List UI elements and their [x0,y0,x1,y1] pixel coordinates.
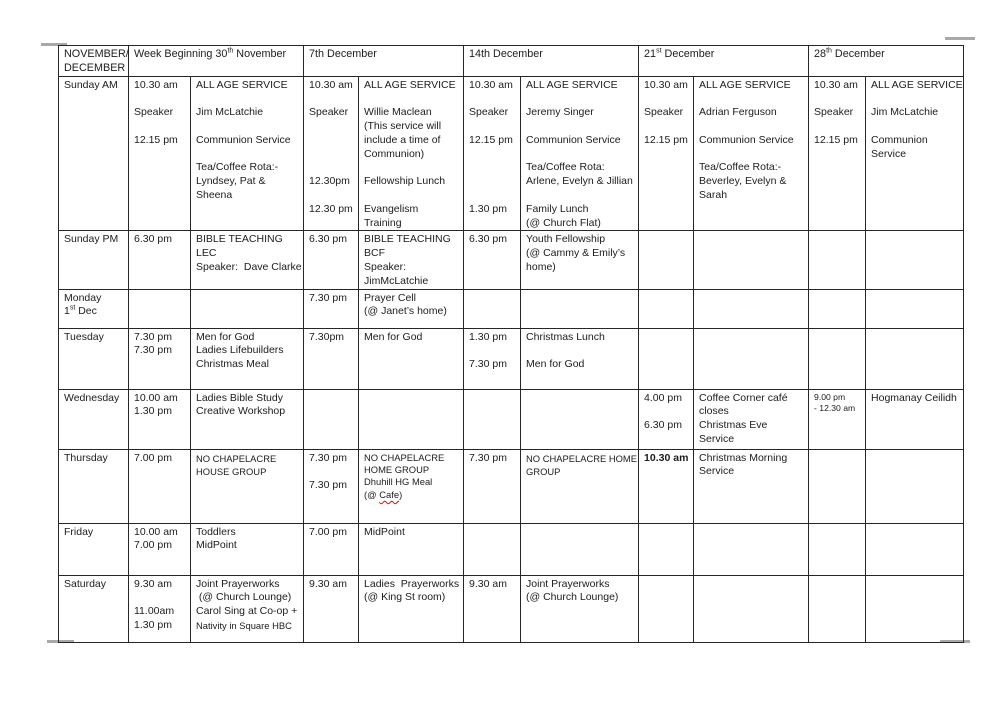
text-line [364,161,461,175]
text-line [814,92,863,106]
text-line: 11.00am [134,605,175,618]
text-line: Jim McLatchie [871,106,939,119]
row-saturday [59,575,964,642]
text-line: Communion [871,133,928,146]
text-line: HOUSE GROUP [196,466,267,478]
text-line: 7.30 pm [134,344,172,357]
text-line: MidPoint [196,539,237,552]
event-week2-cell-sunday-am [359,76,464,231]
text-line: 9.30 am [134,577,172,590]
header-week4 [639,46,809,77]
text-line: 10.30 am [644,451,689,464]
text-line: Men for God [196,330,255,343]
time-week1-cell-thursday [129,449,191,523]
time-week5-cell-tuesday [809,328,866,389]
text-line: include a time of [364,133,441,146]
text-line: 12.15 pm [134,133,178,146]
time-week5-cell-monday [809,289,866,328]
text-line: 28th December [814,47,885,60]
text-line: Christmas Eve [699,419,768,432]
time-week2-cell-thursday [304,449,359,523]
row-label-cell-sunday-am [59,76,129,231]
text-line: Speaker [309,106,349,119]
event-week4-cell-sunday-pm [694,231,809,289]
text-line: ALL AGE SERVICE [699,78,791,91]
event-week5-cell-wednesday [866,389,964,449]
text-line [871,92,961,106]
time-week2-cell-saturday [304,575,359,642]
text-line: home) [526,260,556,273]
text-line [644,92,691,106]
event-week1-cell-wednesday [191,389,304,449]
text-line [134,92,188,106]
row-friday [59,523,964,575]
text-line: Ladies Bible Study [196,391,283,404]
text-line: Christmas Morning [699,451,788,464]
text-line: 7.30 pm [134,330,172,343]
text-line: Hogmanay Ceilidh [871,391,957,404]
header-week2 [304,46,464,77]
text-line: Jeremy Singer [526,106,594,119]
text-line: Arlene, Evelyn & Jillian [526,175,633,188]
text-line [196,92,301,106]
text-line: 1.30 pm [134,405,172,418]
text-line: Tuesday [64,330,104,343]
text-line: 6.30 pm [309,233,347,246]
event-week3-cell-monday [521,289,639,328]
text-line: Dhuhill HG Meal [364,476,433,488]
text-line: ALL AGE SERVICE [526,78,618,91]
row-tuesday [59,328,964,389]
text-line: Fellowship Lunch [364,175,446,188]
event-week1-cell-thursday [191,449,304,523]
row-label-cell-tuesday [59,328,129,389]
event-week4-cell-thursday [694,449,809,523]
text-line: 9.00 pm [814,391,846,402]
row-wednesday [59,389,964,449]
text-line: BCF [364,247,386,260]
text-line: 12.15 pm [814,133,858,146]
text-line: 9.30 am [309,577,347,590]
header-week3 [464,46,639,77]
row-thursday [59,449,964,523]
header-week5 [809,46,964,77]
text-line: 12.30 pm [309,202,353,215]
time-week3-cell-sunday-pm [464,231,521,289]
time-week4-cell-saturday [639,575,694,642]
text-line: Creative Workshop [196,405,286,418]
row-label-cell-sunday-pm [59,231,129,289]
text-line: Coffee Corner café [699,391,788,404]
text-line: ALL AGE SERVICE [871,78,963,91]
time-week3-cell-saturday [464,575,521,642]
text-line [526,92,636,106]
time-week1-cell-wednesday [129,389,191,449]
text-line [871,120,961,134]
text-line: 7.30 pm [309,291,347,304]
event-week1-cell-tuesday [191,328,304,389]
time-week3-cell-sunday-am [464,76,521,231]
text-line: 4.00 pm [644,391,682,404]
text-line [699,120,806,134]
text-line [309,120,356,134]
text-line: Tea/Coffee Rota: [526,161,605,174]
text-line: Men for God [364,330,423,343]
text-line: 10.30 am [469,78,513,91]
text-line: 10.30 am [134,78,178,91]
text-line: BIBLE TEACHING [364,233,451,246]
time-week3-cell-monday [464,289,521,328]
text-line: ALL AGE SERVICE [364,78,456,91]
text-line [364,189,461,203]
text-line: closes [699,405,729,418]
text-line: 1.30 pm [469,202,507,215]
event-week1-cell-sunday-pm [191,231,304,289]
text-line: Ladies Prayerworks [364,577,460,590]
schedule-table [58,45,964,643]
event-week1-cell-sunday-am [191,76,304,231]
event-week2-cell-tuesday [359,328,464,389]
header-row [59,46,964,77]
row-label-cell-monday [59,289,129,328]
text-line: Training [364,216,402,229]
event-week4-cell-saturday [694,575,809,642]
event-week2-cell-saturday [359,575,464,642]
text-line: Jim McLatchie [196,106,264,119]
text-line: (@ Church Lounge) [526,591,619,604]
text-line [644,405,691,419]
text-line: 21st December [644,47,715,60]
event-week5-cell-monday [866,289,964,328]
text-line [134,120,188,134]
text-line: MidPoint [364,525,405,538]
event-week3-cell-sunday-pm [521,231,639,289]
text-line: 10.30 am [309,78,353,91]
text-line: Speaker [644,106,684,119]
time-week2-cell-wednesday [304,389,359,449]
event-week5-cell-saturday [866,575,964,642]
text-line: Communion Service [196,133,291,146]
text-line: DECEMBER [64,61,126,74]
event-week1-cell-saturday [191,575,304,642]
text-line: Nativity in Square HBC [196,619,292,631]
text-line: Tea/Coffee Rota:- [196,161,279,174]
text-line [309,134,356,148]
time-week4-cell-sunday-pm [639,231,694,289]
text-line: Communion Service [526,133,621,146]
time-week2-cell-sunday-am [304,76,359,231]
text-line: 1.30 pm [134,618,172,631]
text-line: (@ Church Lounge) [196,591,292,604]
text-line: Wednesday [64,391,120,404]
time-week5-cell-sunday-pm [809,231,866,289]
text-line: Friday [64,525,94,538]
text-line: Ladies Lifebuilders [196,344,284,357]
text-line [134,591,188,605]
text-line: LEC [196,247,217,260]
time-week4-cell-thursday [639,449,694,523]
event-week5-cell-sunday-am [866,76,964,231]
time-week1-cell-tuesday [129,328,191,389]
row-label-cell-friday [59,523,129,575]
event-week3-cell-sunday-am [521,76,639,231]
text-line: NO CHAPELACRE [196,452,277,464]
event-week5-cell-tuesday [866,328,964,389]
text-line: 7.30 pm [469,451,507,464]
time-week3-cell-friday [464,523,521,575]
event-week2-cell-friday [359,523,464,575]
event-week1-cell-monday [191,289,304,328]
text-line [526,344,636,358]
text-line [309,92,356,106]
text-line: Communion Service [699,133,794,146]
text-line [699,92,806,106]
time-week3-cell-wednesday [464,389,521,449]
text-line: Speaker [814,106,854,119]
text-line [309,189,356,203]
time-week1-cell-monday [129,289,191,328]
text-line: Sunday PM [64,233,119,246]
text-line: 10.30 am [644,78,688,91]
time-week1-cell-friday [129,523,191,575]
event-week3-cell-saturday [521,575,639,642]
time-week4-cell-sunday-am [639,76,694,231]
text-line: 7.00 pm [134,539,172,552]
event-week5-cell-sunday-pm [866,231,964,289]
corner-mark-top-right [945,37,975,40]
time-week1-cell-saturday [129,575,191,642]
row-sunday-pm [59,231,964,289]
text-line: NO CHAPELACRE [364,451,445,463]
event-week4-cell-friday [694,523,809,575]
text-line: Adrian Ferguson [699,106,777,119]
row-monday [59,289,964,328]
time-week3-cell-tuesday [464,328,521,389]
text-line: (@ Janet’s home) [364,305,447,318]
text-line: (@ Cafe) [364,488,403,500]
text-line: Beverley, Evelyn & [699,175,787,188]
text-line: (@ Church Flat) [526,216,601,229]
text-line: 7.00 pm [309,525,347,538]
header-month [59,46,129,77]
time-week5-cell-thursday [809,449,866,523]
text-line [469,161,518,175]
row-label-cell-saturday [59,575,129,642]
text-line [469,189,518,203]
text-line: Sunday AM [64,78,118,91]
text-line: 12.30pm [309,175,350,188]
text-line: Monday [64,291,102,304]
text-line [469,92,518,106]
text-line: NOVEMBER/ [64,48,129,60]
time-week5-cell-saturday [809,575,866,642]
row-label-cell-wednesday [59,389,129,449]
text-line: Speaker: [364,260,407,273]
text-line [644,120,691,134]
text-line: 12.15 pm [644,133,688,146]
text-line: Saturday [64,577,107,590]
text-line: Service [871,147,907,160]
text-line: Carol Sing at Co-op + [196,605,298,618]
text-line: 6.30 pm [134,233,172,246]
text-line: Speaker [134,106,174,119]
time-week2-cell-sunday-pm [304,231,359,289]
event-week1-cell-friday [191,523,304,575]
event-week2-cell-wednesday [359,389,464,449]
header-week1 [129,46,304,77]
time-week2-cell-monday [304,289,359,328]
text-line: Willie Maclean [364,106,432,119]
text-line: 10.30 am [814,78,858,91]
text-line: 7.30 pm [469,358,507,371]
text-line: Christmas Lunch [526,330,605,343]
event-week5-cell-friday [866,523,964,575]
text-line: NO CHAPELACRE HOME [526,452,637,464]
text-line: Youth Fellowship [526,233,606,246]
text-line: 7th December [309,48,377,60]
text-line: 14th December [469,48,543,60]
text-line: Family Lunch [526,202,589,215]
time-week5-cell-sunday-am [809,76,866,231]
text-line: Speaker: Dave Clarke [196,260,302,273]
text-line: 10.00 am [134,525,178,538]
text-line: Men for God [526,358,585,371]
text-line: 7.30 pm [309,451,347,464]
text-line [526,189,636,203]
text-line [469,148,518,162]
text-line: Prayer Cell [364,291,416,304]
text-line: Tea/Coffee Rota:- [699,161,782,174]
event-week5-cell-thursday [866,449,964,523]
text-line: Joint Prayerworks [196,577,280,590]
time-week1-cell-sunday-am [129,76,191,231]
text-line: Joint Prayerworks [526,577,610,590]
time-week4-cell-friday [639,523,694,575]
time-week2-cell-tuesday [304,328,359,389]
text-line: 6.30 pm [469,233,507,246]
text-line: Speaker [469,106,509,119]
text-line: 7.30pm [309,330,345,343]
text-line: Sarah [699,188,728,201]
time-week1-cell-sunday-pm [129,231,191,289]
text-line [526,120,636,134]
text-line [469,120,518,134]
text-line: 1.30 pm [469,330,507,343]
text-line: 1st Dec [64,304,97,318]
text-line [309,148,356,162]
text-line: Toddlers [196,525,236,538]
text-line: BIBLE TEACHING [196,233,283,246]
event-week3-cell-tuesday [521,328,639,389]
text-line: 7.30 pm [309,479,347,492]
text-line [526,148,636,162]
text-line: 9.30 am [469,577,507,590]
text-line: Service [699,432,735,445]
time-week4-cell-wednesday [639,389,694,449]
text-line: Thursday [64,451,108,464]
time-week4-cell-monday [639,289,694,328]
time-week5-cell-friday [809,523,866,575]
text-line: Lyndsey, Pat & [196,175,266,188]
text-line [196,148,301,162]
text-line [196,120,301,134]
text-line: 12.15 pm [469,133,513,146]
text-line [469,344,518,358]
text-line: (@ King St room) [364,591,446,604]
text-line: HOME GROUP [364,463,430,475]
event-week3-cell-wednesday [521,389,639,449]
text-line: 7.00 pm [134,451,172,464]
text-line [469,175,518,189]
text-line: Week Beginning 30th November [134,47,287,60]
time-week4-cell-tuesday [639,328,694,389]
time-week3-cell-thursday [464,449,521,523]
text-line: Communion) [364,147,425,160]
text-line: Service [699,465,735,478]
text-line: ALL AGE SERVICE [196,78,288,91]
text-line [364,92,461,106]
row-label-cell-thursday [59,449,129,523]
text-line: Sheena [196,188,233,201]
text-line [699,148,806,162]
text-line: GROUP [526,466,561,478]
time-week2-cell-friday [304,523,359,575]
text-line: - 12.30 am [814,402,856,413]
text-line: (@ Cammy & Emily’s [526,247,626,260]
text-line: Christmas Meal [196,358,269,371]
text-line: Evangelism [364,202,419,215]
event-week4-cell-monday [694,289,809,328]
text-line: 6.30 pm [644,419,682,432]
event-week2-cell-thursday [359,449,464,523]
event-week4-cell-wednesday [694,389,809,449]
event-week2-cell-monday [359,289,464,328]
event-week4-cell-sunday-am [694,76,809,231]
text-line: (This service will [364,119,442,132]
text-line [309,465,356,479]
event-week2-cell-sunday-pm [359,231,464,289]
text-line: 10.00 am [134,391,178,404]
text-line [814,120,863,134]
time-week5-cell-wednesday [809,389,866,449]
text-line: JimMcLatchie [364,274,429,287]
row-sunday-am [59,76,964,231]
text-line [309,161,356,175]
event-week4-cell-tuesday [694,328,809,389]
event-week3-cell-friday [521,523,639,575]
event-week3-cell-thursday [521,449,639,523]
